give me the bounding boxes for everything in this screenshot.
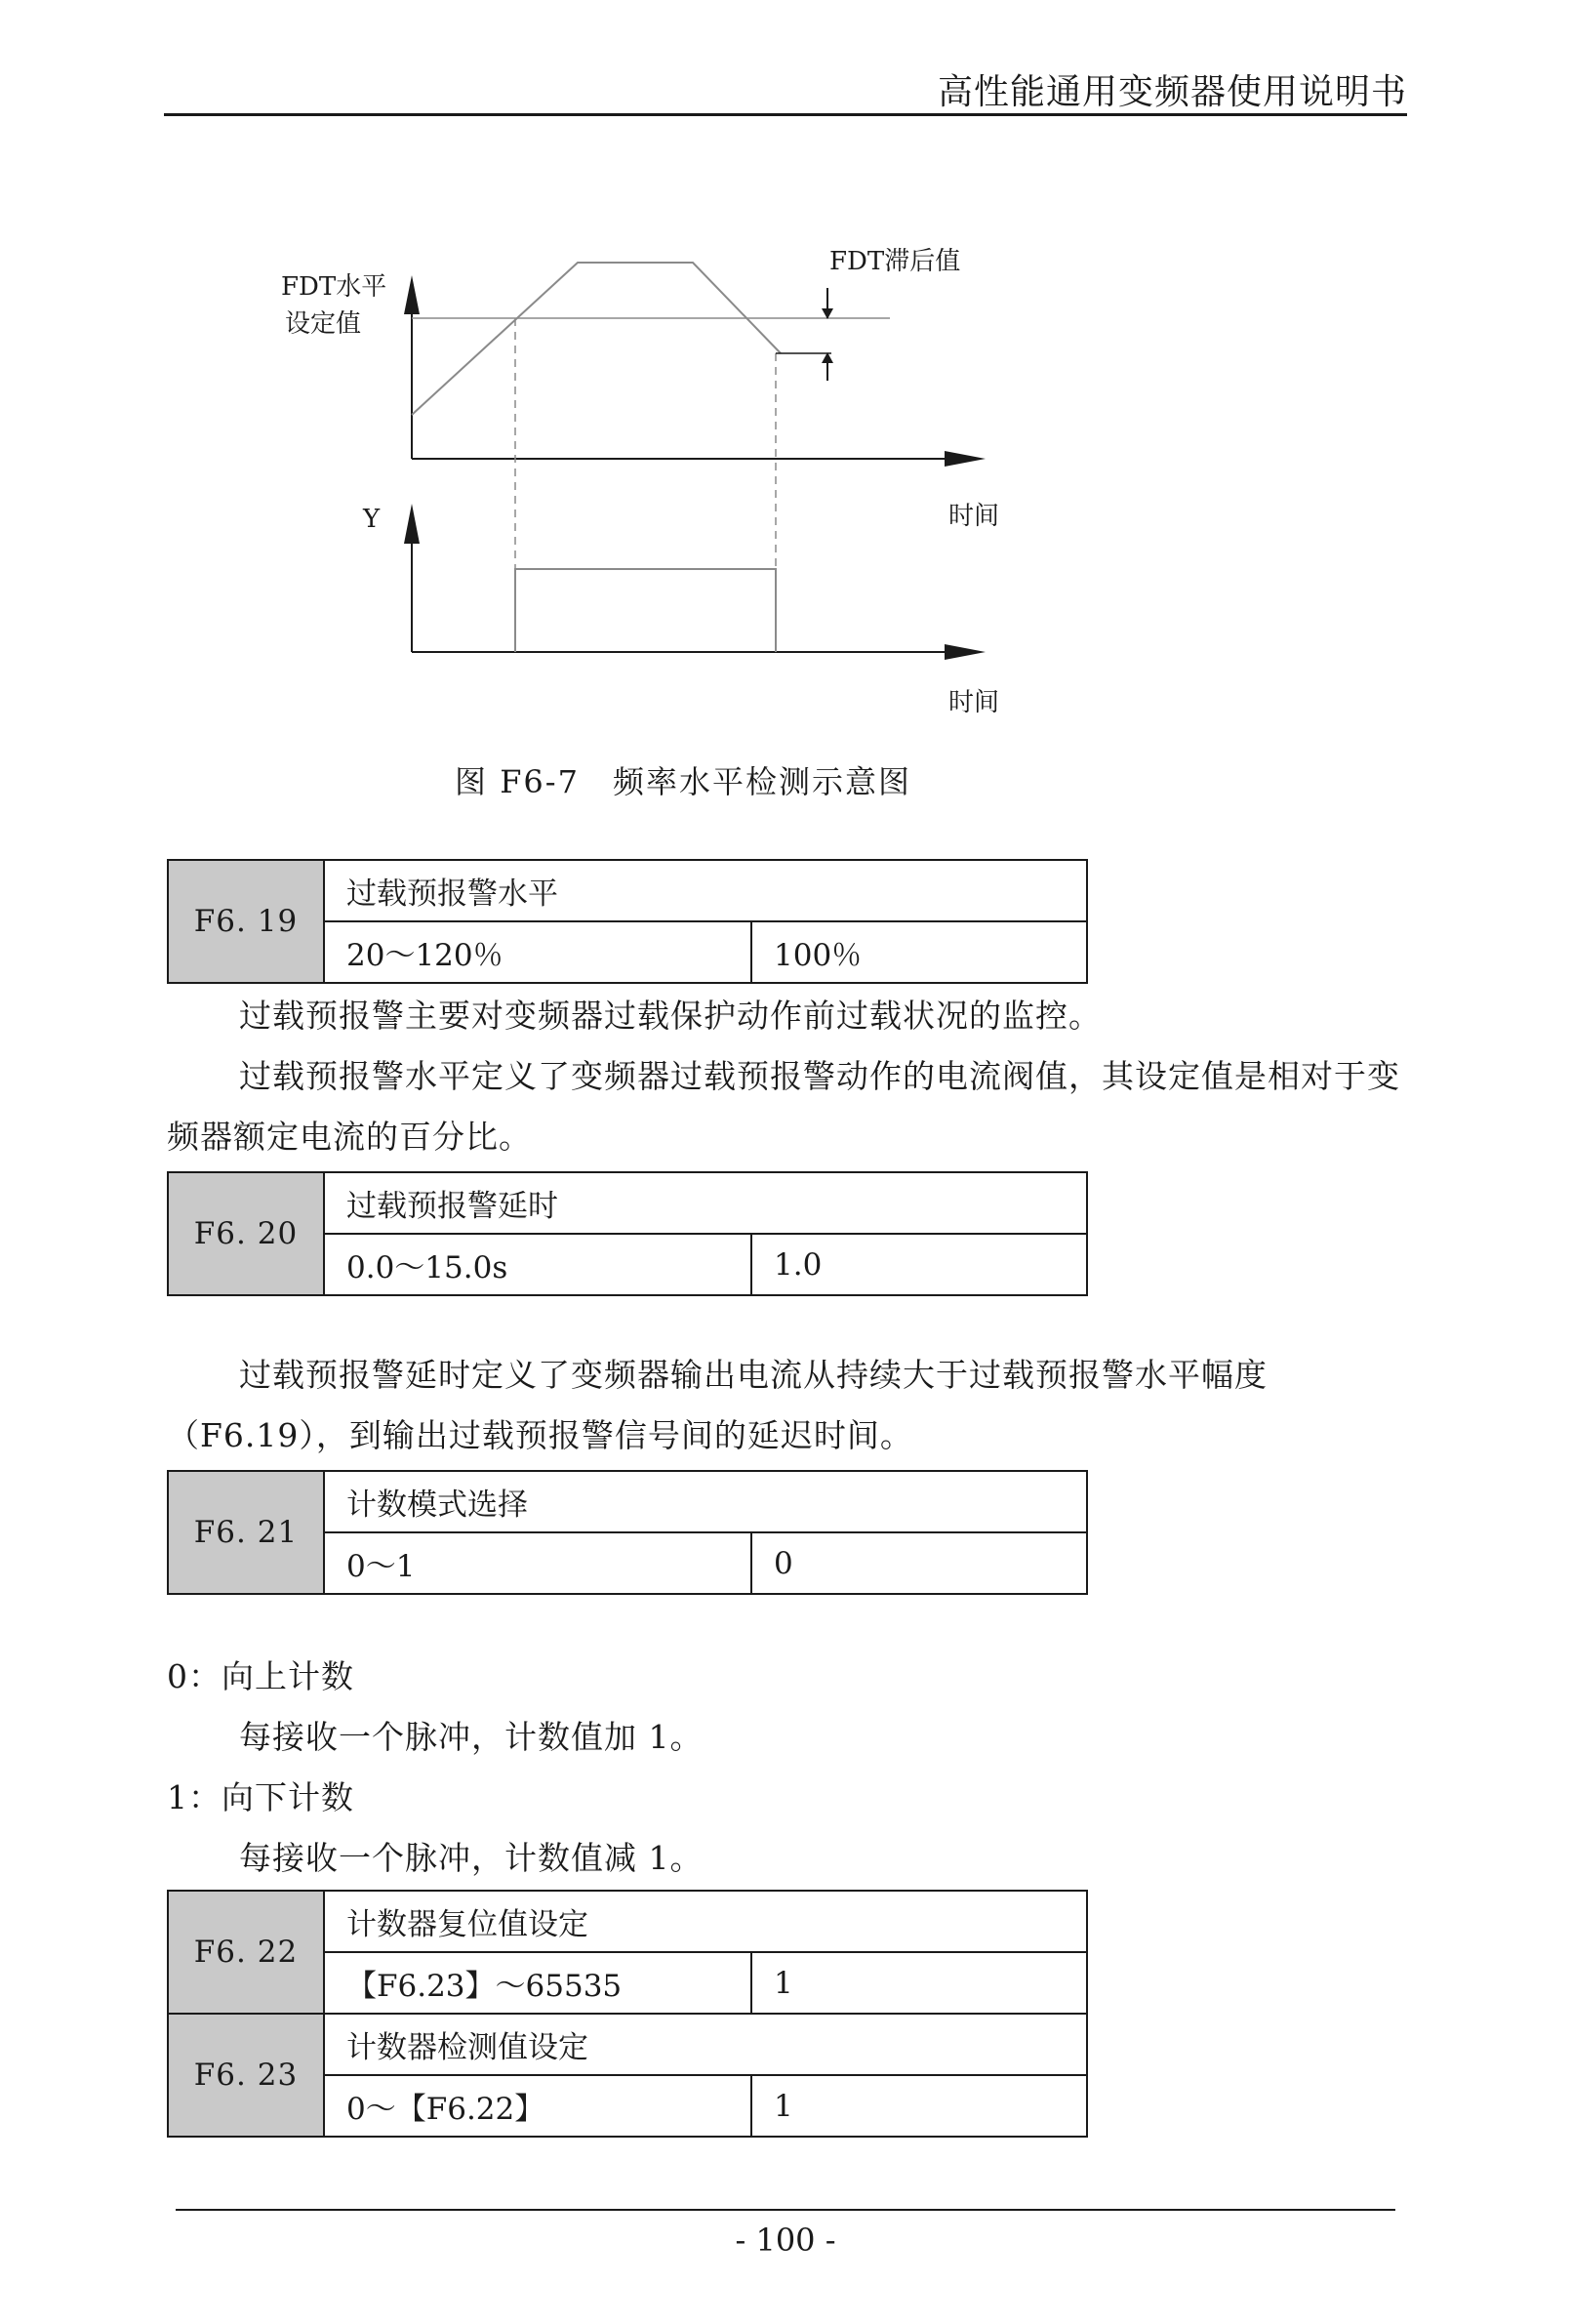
footer-rule	[176, 2209, 1395, 2211]
param-range: 20～120％	[324, 921, 751, 983]
option-0-title: 0：向上计数	[167, 1657, 354, 1695]
param-default: 1.0	[751, 1234, 1087, 1295]
param-default: 0	[751, 1532, 1087, 1594]
option-1-title: 1：向下计数	[167, 1778, 354, 1816]
param-name: 计数模式选择	[324, 1471, 1087, 1532]
frequency-curve	[412, 263, 781, 415]
param-range: 0.0～15.0s	[324, 1234, 751, 1295]
param-code: F6. 23	[168, 2014, 324, 2137]
output-signal-pulse	[515, 569, 776, 652]
param-name: 过载预报警延时	[324, 1172, 1087, 1234]
time-label-top: 时间	[948, 502, 1000, 531]
param-default: 1	[751, 2075, 1087, 2137]
param-code: F6. 22	[168, 1891, 324, 2014]
fdt-level-label-line2: 设定值	[285, 309, 362, 339]
param-range: 【F6.23】～65535	[324, 1952, 751, 2014]
paragraph-overload-level: 过载预报警水平定义了变频器过载预报警动作的电流阀值，其设定值是相对于变频器额定电流的百分比。	[167, 1057, 1400, 1156]
param-table-f6-19	[167, 859, 1088, 984]
param-name: 计数器复位值设定	[324, 1891, 1087, 1952]
frequency-detection-diagram	[263, 146, 1044, 732]
fdt-hysteresis-label: FDT滞后值	[829, 247, 961, 276]
param-table-f6-20	[167, 1171, 1088, 1296]
param-table-f6-22-f6-23	[167, 1890, 1088, 2138]
bottom-x-axis-arrow	[945, 644, 986, 660]
figure-caption: 图 F6-7 频率水平检测示意图	[455, 763, 911, 800]
header-rule	[164, 113, 1407, 116]
time-label-bottom: 时间	[948, 688, 1000, 717]
header-title: 高性能通用变频器使用说明书	[937, 72, 1407, 112]
param-range: 0～【F6.22】	[324, 2075, 751, 2137]
fdt-level-label-line1: FDT水平	[281, 272, 387, 302]
param-code: F6. 20	[168, 1172, 324, 1295]
paragraph-overload-monitor: 过载预报警主要对变频器过载保护动作前过载状况的监控。	[239, 997, 1102, 1035]
param-name: 过载预报警水平	[324, 860, 1087, 921]
param-table-f6-21	[167, 1470, 1088, 1595]
param-default: 100％	[751, 921, 1087, 983]
top-y-axis-arrow	[404, 275, 420, 314]
param-name: 计数器检测值设定	[324, 2014, 1087, 2075]
param-range: 0～1	[324, 1532, 751, 1594]
param-code: F6. 19	[168, 860, 324, 983]
param-default: 1	[751, 1952, 1087, 2014]
paragraph-overload-delay: 过载预报警延时定义了变频器输出电流从持续大于过载预报警水平幅度（F6.19），到输出过载预报警信号间的延迟时间。	[167, 1356, 1268, 1454]
param-code: F6. 21	[168, 1471, 324, 1594]
page-number: - 100 -	[735, 2222, 836, 2259]
y-output-label: Y	[363, 505, 381, 534]
top-x-axis-arrow	[945, 451, 986, 467]
bottom-y-axis-arrow	[404, 504, 420, 544]
option-1-description: 每接收一个脉冲，计数值减 1。	[239, 1839, 704, 1877]
option-0-description: 每接收一个脉冲，计数值加 1。	[239, 1718, 704, 1756]
